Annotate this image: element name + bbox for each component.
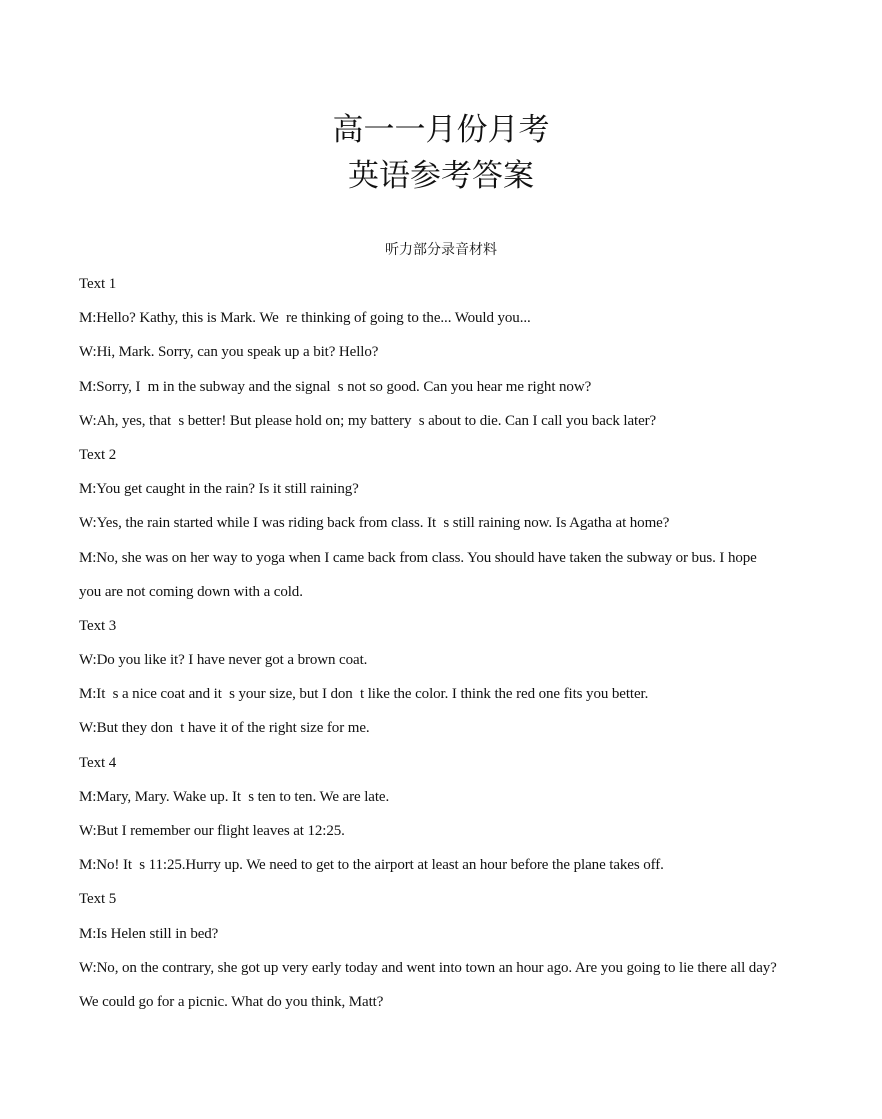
transcript-body bbox=[79, 273, 859, 1025]
dialogue-line: M:No, she was on her way to yoga when I came back from class. You should have taken the subway or bus. I hope bbox=[79, 549, 757, 566]
dialogue-line: W:Yes, the rain started while I was riding back from class. It s still raining now. Is Agatha at home? bbox=[79, 515, 670, 532]
dialogue-line: M:No! It s 11:25.Hurry up. We need to get to the airport at least an hour before the plane takes off. bbox=[79, 857, 664, 874]
dialogue-line: M:It s a nice coat and it s your size, but I don t like the color. I think the red one fits you better. bbox=[79, 686, 649, 703]
dialogue-line: M:Is Helen still in bed? bbox=[79, 925, 219, 942]
dialogue-line: W:No, on the contrary, she got up very early today and went into town an hour ago. Are you going to lie there all day? bbox=[79, 959, 777, 976]
text-3-heading: Text 3 bbox=[79, 617, 117, 634]
dialogue-line: W:But they don t have it of the right size for me. bbox=[79, 720, 370, 737]
dialogue-line: W:Do you like it? I have never got a brown coat. bbox=[79, 652, 368, 669]
text-2-heading: Text 2 bbox=[79, 446, 117, 463]
dialogue-line-continued: We could go for a picnic. What do you think, Matt? bbox=[79, 993, 384, 1010]
document-title: 高一一月份月考 bbox=[332, 112, 550, 148]
dialogue-line: M:Mary, Mary. Wake up. It s ten to ten. We are late. bbox=[79, 788, 390, 805]
dialogue-line: M:Hello? Kathy, this is Mark. We re thinking of going to the... Would you... bbox=[79, 310, 531, 327]
document-subtitle: 英语参考答案 bbox=[348, 158, 534, 194]
dialogue-line: W:Ah, yes, that s better! But please hold on; my battery s about to die. Can I call you back later? bbox=[79, 412, 657, 429]
dialogue-line: W:Hi, Mark. Sorry, can you speak up a bit? Hello? bbox=[79, 344, 379, 361]
section-heading: 听力部分录音材料 bbox=[385, 242, 497, 258]
dialogue-line-continued: you are not coming down with a cold. bbox=[79, 583, 303, 600]
dialogue-line: W:But I remember our flight leaves at 12:25. bbox=[79, 823, 345, 839]
dialogue-line: M:Sorry, I m in the subway and the signal s not so good. Can you hear me right now? bbox=[79, 378, 592, 395]
text-5-heading: Text 5 bbox=[79, 891, 117, 908]
text-4-heading: Text 4 bbox=[79, 754, 117, 771]
text-1-heading: Text 1 bbox=[79, 276, 117, 292]
dialogue-line: M:You get caught in the rain? Is it still raining? bbox=[79, 481, 359, 498]
